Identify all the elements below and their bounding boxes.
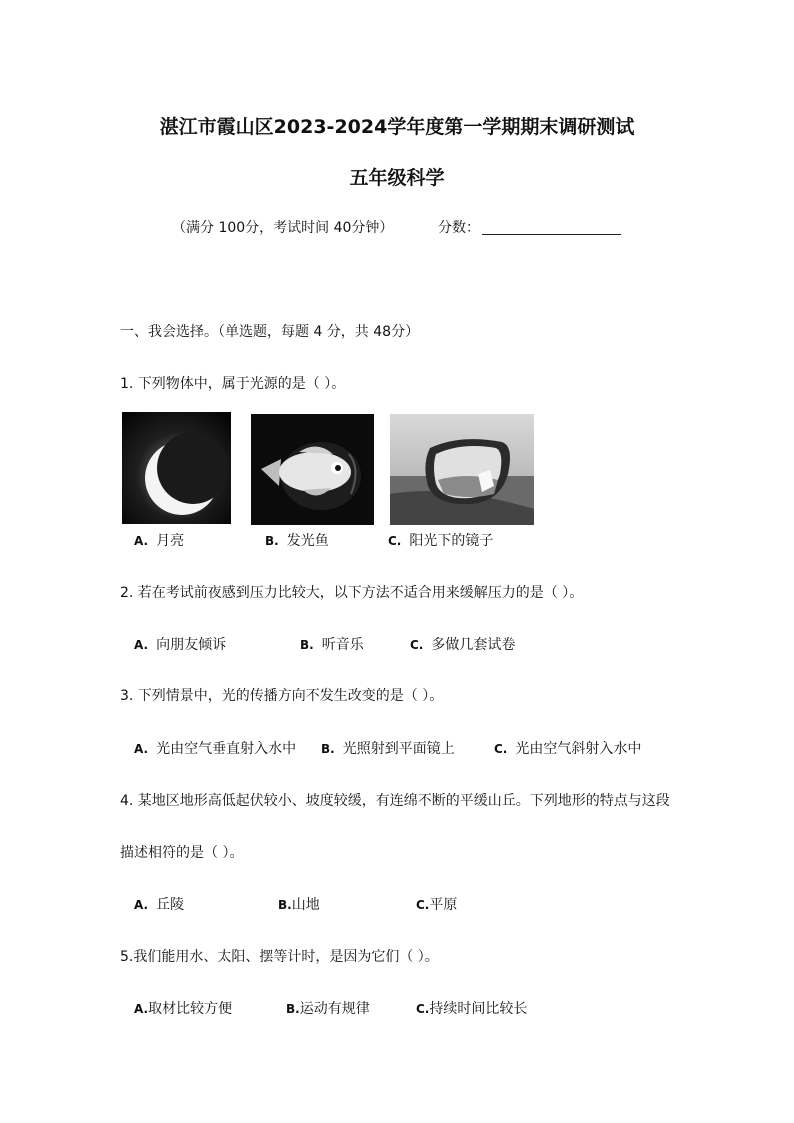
q3-option-a-letter: A. [134, 742, 149, 756]
q5-option-c-letter: C. [416, 1002, 430, 1016]
q4-option-b[interactable] [278, 894, 320, 914]
q4-option-b-text: 山地 [291, 897, 320, 913]
glowing-fish-icon [251, 414, 374, 525]
q4-option-c-text: 平原 [429, 897, 458, 913]
question-2: 2. 若在考试前夜感到压力比较大，以下方法不适合用来缓解压力的是（ ）。 [120, 585, 584, 601]
q5-option-a[interactable] [134, 998, 232, 1018]
question-4: 4. 某地区地形高低起伏较小、坡度较缓，有连绵不断的平缓山丘。下列地形的特点与这段 [120, 793, 670, 809]
q4-option-c[interactable] [416, 894, 457, 914]
q3-option-b-text: 光照射到平面镜上 [342, 741, 455, 757]
q2-option-a-letter: A. [134, 638, 149, 652]
q1-option-a-text: 月亮 [156, 533, 185, 549]
q3-option-c-text: 光由空气斜射入水中 [515, 741, 642, 757]
exam-note: （满分 100分，考试时间 40分钟） [172, 220, 394, 236]
exam-title: 湛江市霞山区2023-2024学年度第一学期期末调研测试 [159, 116, 635, 138]
q1-option-a[interactable] [134, 530, 184, 550]
question-3: 3. 下列情景中，光的传播方向不发生改变的是（ ）。 [120, 688, 444, 704]
q4-option-a[interactable] [134, 894, 184, 914]
mirror-image [390, 414, 534, 525]
q1-option-b[interactable] [265, 530, 329, 550]
exam-subtitle: 五年级科学 [349, 167, 445, 189]
q3-option-b-letter: B. [321, 742, 335, 756]
car-mirror-icon [390, 414, 534, 525]
fish-image [251, 414, 374, 525]
q5-option-c-text: 持续时间比较长 [429, 1001, 528, 1017]
question-4-continued: 描述相符的是（ ）。 [120, 845, 244, 861]
question-1: 1. 下列物体中，属于光源的是（ ）。 [120, 376, 346, 392]
q5-option-a-text: 取材比较方便 [148, 1001, 233, 1017]
q1-option-b-letter: B. [265, 534, 279, 548]
score-label: 分数： [438, 220, 480, 236]
crescent-moon-icon [122, 412, 231, 524]
moon-image [122, 412, 231, 524]
q2-option-a-text: 向朋友倾诉 [156, 637, 227, 653]
q5-option-b-letter: B. [286, 1002, 300, 1016]
q3-option-b[interactable] [321, 738, 455, 758]
q3-option-c-letter: C. [494, 742, 508, 756]
question-5: 5.我们能用水、太阳、摆等计时，是因为它们（ ）。 [120, 949, 439, 965]
q3-option-c[interactable] [494, 738, 641, 758]
q2-option-a[interactable] [134, 634, 226, 654]
q2-option-c-text: 多做几套试卷 [431, 637, 516, 653]
q1-option-b-text: 发光鱼 [286, 533, 329, 549]
section-title: 一、我会选择。（单选题，每题 4 分，共 48分） [120, 324, 420, 340]
q1-option-c-letter: C. [388, 534, 402, 548]
q2-option-c[interactable] [410, 634, 515, 654]
q3-option-a-text: 光由空气垂直射入水中 [156, 741, 297, 757]
q4-option-b-letter: B. [278, 898, 292, 912]
q4-option-a-text: 丘陵 [156, 897, 185, 913]
q5-option-b-text: 运动有规律 [299, 1001, 370, 1017]
q1-option-c[interactable] [388, 530, 493, 550]
q3-option-a[interactable] [134, 738, 296, 758]
q4-option-a-letter: A. [134, 898, 149, 912]
score-blank-line[interactable] [482, 234, 621, 235]
q2-option-c-letter: C. [410, 638, 424, 652]
q5-option-c[interactable] [416, 998, 527, 1018]
q4-option-c-letter: C. [416, 898, 430, 912]
q2-option-b[interactable] [300, 634, 364, 654]
q2-option-b-letter: B. [300, 638, 314, 652]
q1-option-a-letter: A. [134, 534, 149, 548]
q1-option-c-text: 阳光下的镜子 [409, 533, 494, 549]
q5-option-a-letter: A. [134, 1002, 149, 1016]
q5-option-b[interactable] [286, 998, 370, 1018]
q2-option-b-text: 听音乐 [321, 637, 364, 653]
